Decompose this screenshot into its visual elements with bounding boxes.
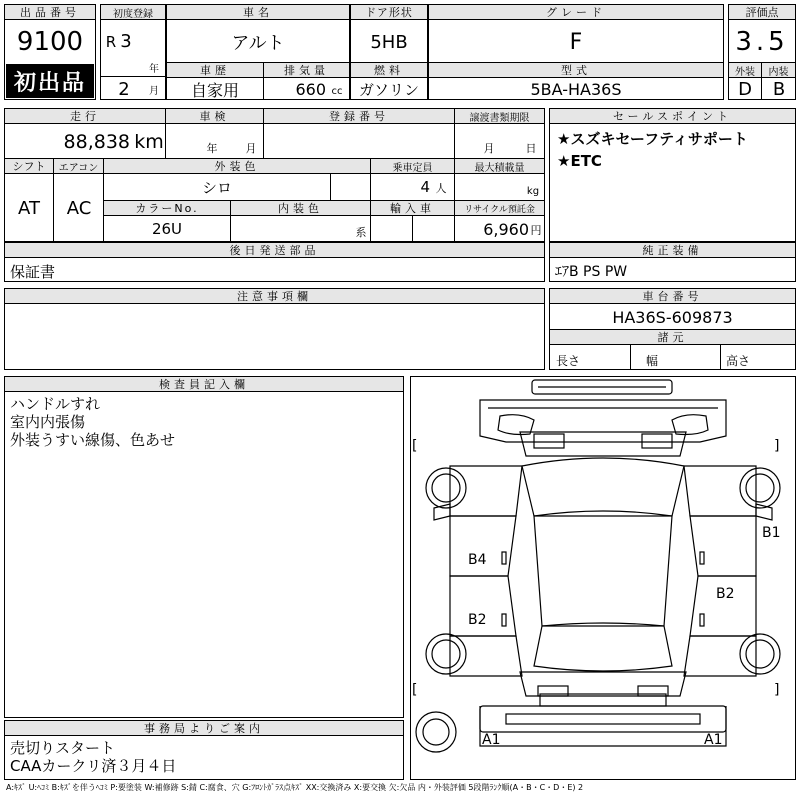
door-type: 5HB bbox=[370, 31, 408, 53]
inspector-line: 外装うすい線傷、色あせ bbox=[10, 431, 176, 449]
recycle-unit: 円 bbox=[530, 224, 542, 237]
capacity: 4 bbox=[420, 178, 430, 196]
door-label: ドア形状 bbox=[350, 4, 428, 20]
load-unit: kg bbox=[526, 185, 540, 197]
mileage: 88,838 bbox=[63, 131, 130, 153]
mileage-label: 走行 bbox=[4, 108, 166, 124]
bracket-close: ] bbox=[774, 682, 780, 698]
color-no: 26U bbox=[151, 220, 183, 238]
score-label: 評価点 bbox=[728, 4, 796, 20]
inspection-label: 車検 bbox=[165, 108, 264, 124]
legend: A:ｷｽﾞ U:ﾍｺﾐ B:ｷｽﾞを伴うﾍｺﾐ P:要塗装 W:補修跡 S:錆 C:腐食、穴 G:ﾌﾛﾝﾄｶﾞﾗｽ点ｷｽﾞ XX:交換済み X:要交換 欠:欠品 内・外装評価 5段階ﾗﾝｸ順(A・B・C・D・E) 2 bbox=[6, 783, 584, 792]
first-reg-label: 初度登録 bbox=[100, 4, 166, 20]
history-label: 車歴 bbox=[166, 62, 264, 78]
recycle: 6,960 bbox=[483, 219, 529, 239]
interior-label: 内装 bbox=[761, 62, 796, 78]
recycle-label: リサイクル預託金 bbox=[454, 200, 545, 216]
chassis-label: 車台番号 bbox=[549, 288, 796, 304]
office-line: 売切りスタート bbox=[10, 739, 116, 757]
first-listing-text: 初出品 bbox=[13, 70, 86, 96]
later-parts-value: 保証書 bbox=[10, 263, 56, 281]
model: 5BA-HA36S bbox=[530, 79, 622, 99]
damage-mark-b2-right: B2 bbox=[716, 586, 735, 602]
divider bbox=[263, 124, 264, 158]
reg-no-label: 登録番号 bbox=[263, 108, 455, 124]
damage-mark-a1-right: A1 bbox=[704, 732, 723, 748]
later-parts-label: 後日発送部品 bbox=[4, 242, 545, 258]
reg-month: 2 bbox=[118, 78, 130, 100]
int-color-label: 内装色 bbox=[230, 200, 371, 216]
reg-year: 3 bbox=[120, 30, 132, 52]
history: 自家用 bbox=[190, 80, 239, 100]
damage-mark-b1: B1 bbox=[762, 525, 781, 541]
mileage-unit: km bbox=[134, 131, 164, 153]
damage-mark-a1-left: A1 bbox=[482, 732, 501, 748]
damage-mark-b2-left: B2 bbox=[468, 612, 487, 628]
dim-length: 長さ bbox=[556, 354, 581, 368]
genuine-label: 純正装備 bbox=[549, 242, 796, 258]
reg-year-unit: 年 bbox=[149, 63, 159, 75]
ext-color: シロ bbox=[201, 178, 232, 197]
caution-label: 注意事項欄 bbox=[4, 288, 545, 304]
dim-height: 高さ bbox=[726, 354, 751, 368]
ac-label: エアコン bbox=[53, 158, 104, 174]
divider bbox=[412, 216, 413, 242]
model-label: 型式 bbox=[428, 62, 724, 78]
sales-points-label: セールスポイント bbox=[549, 108, 796, 124]
fuel-label: 燃料 bbox=[350, 62, 428, 78]
divider bbox=[165, 124, 166, 158]
divider bbox=[330, 174, 331, 200]
import-label: 輸入車 bbox=[370, 200, 455, 216]
divider bbox=[230, 216, 231, 242]
inspection-month-unit: 月 bbox=[245, 142, 257, 155]
office-line: CAAカークリ済３月４日 bbox=[10, 757, 177, 775]
transfer-month-unit: 月 bbox=[483, 142, 495, 155]
car-name-label: 車名 bbox=[166, 4, 350, 20]
inspection-year-unit: 年 bbox=[206, 142, 218, 155]
lot-number: 9100 bbox=[16, 27, 84, 57]
int-color-unit: 系 bbox=[355, 226, 367, 239]
bracket-close: ] bbox=[774, 438, 780, 454]
inspector-line: ハンドルすれ bbox=[10, 395, 101, 413]
damage-mark-b4: B4 bbox=[468, 552, 487, 568]
displacement: 660 bbox=[295, 79, 326, 99]
inspector-line: 室内内張傷 bbox=[10, 413, 86, 431]
shift-label: シフト bbox=[4, 158, 54, 174]
load-label: 最大積載量 bbox=[454, 158, 545, 174]
divider bbox=[263, 78, 264, 100]
color-no-label: カラーNo. bbox=[103, 200, 231, 216]
displacement-label: 排気量 bbox=[263, 62, 350, 78]
dims-label: 諸元 bbox=[549, 329, 796, 345]
reg-month-unit: 月 bbox=[149, 85, 159, 97]
transfer-day-unit: 日 bbox=[525, 142, 537, 155]
displacement-unit: cc bbox=[331, 85, 343, 97]
ac: AC bbox=[66, 197, 92, 219]
genuine-value: ｴｱB PS PW bbox=[555, 264, 628, 280]
capacity-label: 乗車定員 bbox=[370, 158, 455, 174]
shift: AT bbox=[18, 197, 40, 219]
ext-color-label: 外装色 bbox=[103, 158, 371, 174]
divider bbox=[100, 76, 166, 77]
bracket-open: [ bbox=[412, 438, 418, 454]
era: R bbox=[105, 33, 117, 51]
dim-width: 幅 bbox=[646, 354, 659, 368]
car-diagram bbox=[410, 376, 796, 780]
divider bbox=[720, 345, 721, 370]
fuel: ガソリン bbox=[358, 80, 419, 99]
grade: F bbox=[569, 29, 583, 55]
divider bbox=[454, 124, 455, 158]
bracket-open: [ bbox=[412, 682, 418, 698]
car-name: アルト bbox=[231, 33, 285, 54]
exterior-grade: D bbox=[738, 78, 752, 100]
grade-label: グレード bbox=[428, 4, 724, 20]
lot-number-label: 出品番号 bbox=[4, 4, 96, 20]
office-label: 事務局よりご案内 bbox=[4, 720, 404, 736]
transfer-label: 譲渡書類期限 bbox=[454, 108, 545, 124]
chassis-number: HA36S-609873 bbox=[612, 307, 733, 327]
capacity-unit: 人 bbox=[435, 182, 447, 195]
sales-point-item: ★ETC bbox=[557, 152, 602, 170]
divider bbox=[630, 345, 631, 370]
score: 3.5 bbox=[735, 27, 789, 57]
interior-grade: B bbox=[772, 78, 786, 100]
inspector-label: 検査員記入欄 bbox=[4, 376, 404, 392]
sales-point-item: ★スズキセーフティサポート bbox=[557, 130, 748, 148]
exterior-label: 外装 bbox=[728, 62, 762, 78]
